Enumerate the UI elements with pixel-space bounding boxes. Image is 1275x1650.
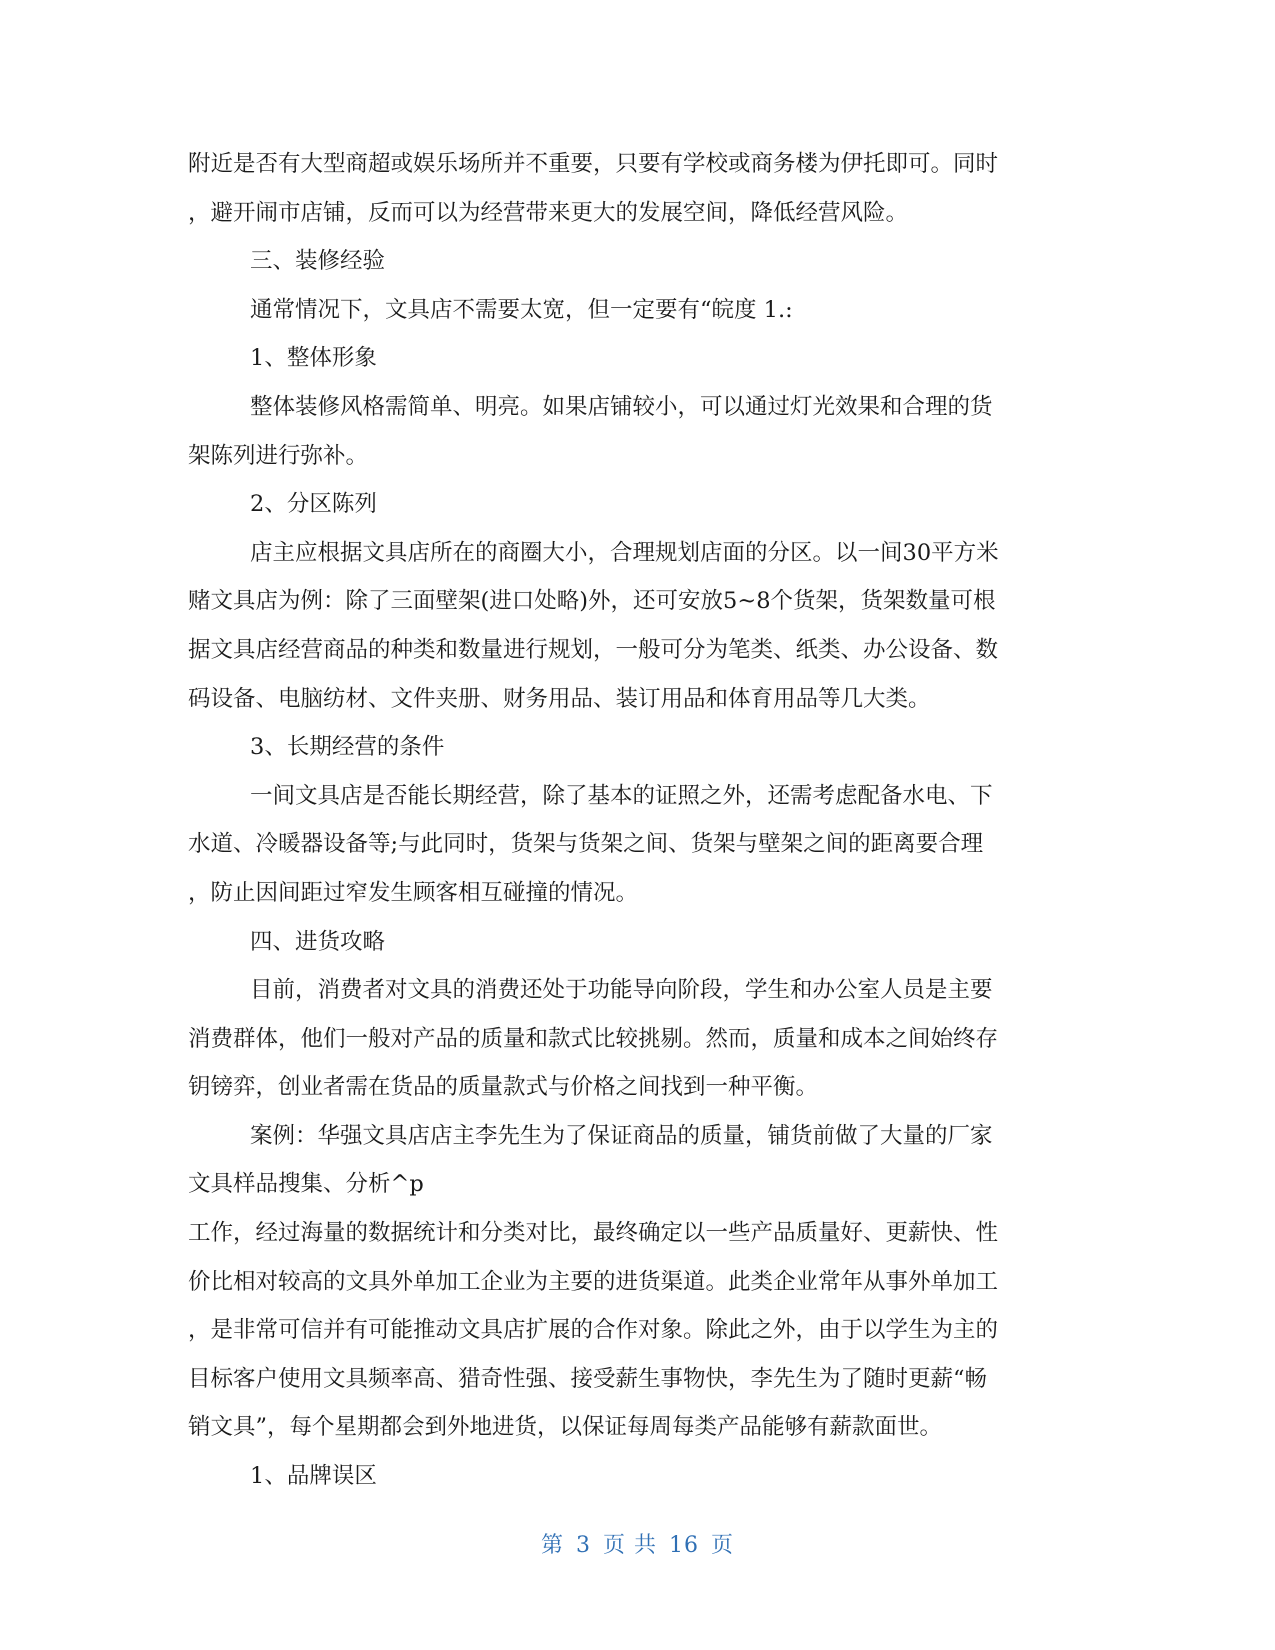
text-line: 价比相对较高的文具外单加工企业为主要的进货渠道。此类企业常年从事外单加工 <box>188 1268 999 1295</box>
text-line: 四、进货攻略 <box>250 928 386 955</box>
text-line: 钥镑弈，创业者需在货品的质量款式与价格之间找到一种平衡。 <box>188 1074 819 1101</box>
text-line: 1、整体形象 <box>250 345 377 372</box>
text-line: 案例：华强文具店店主李先生为了保证商品的质量，铺货前做了大量的厂家 <box>250 1122 993 1149</box>
text-line: 码设备、电脑纺材、文件夹册、财务用品、装订用品和体育用品等几大类。 <box>188 685 931 712</box>
text-line: 文具样品搜集、分析^p <box>188 1171 424 1198</box>
text-line: ，防止因间距过窄发生顾客相互碰撞的情况。 <box>188 879 639 906</box>
text-line: 工作，经过海量的数据统计和分类对比，最终确定以一些产品质量好、更薪快、性 <box>188 1220 999 1247</box>
footer-suffix: 页 <box>711 1533 735 1558</box>
text-line: 3、长期经营的条件 <box>250 734 445 761</box>
text-line: 架陈列进行弥补。 <box>188 442 369 469</box>
footer-current-page: 3 <box>576 1533 591 1558</box>
text-line: 水道、冷暖器设备等;与此同时，货架与货架之间、货架与壁架之间的距离要合理 <box>188 831 984 858</box>
text-line: 通常情况下，文具店不需要太宽，但一定要有“皖度 1.: <box>250 296 793 323</box>
footer-middle: 页 共 <box>603 1533 657 1558</box>
page-body-text <box>188 140 1088 1501</box>
text-line: 消费群体，他们一般对产品的质量和款式比较挑剔。然而，质量和成本之间始终存 <box>188 1025 999 1052</box>
text-line: ，避开闹市店铺，反而可以为经营带来更大的发展空间，降低经营风险。 <box>188 199 909 226</box>
text-line: 销文具”，每个星期都会到外地进货，以保证每周每类产品能够有薪款面世。 <box>188 1414 943 1441</box>
text-line: 店主应根据文具店所在的商圈大小，合理规划店面的分区。以一间30平方米 <box>250 539 999 566</box>
text-line: 三、装修经验 <box>250 248 386 275</box>
text-line: 赌文具店为例：除了三面壁架(进口处略)外，还可安放5~8个货架，货架数量可根 <box>188 588 996 615</box>
footer-prefix: 第 <box>540 1533 564 1558</box>
text-line: 整体装修风格需简单、明亮。如果店铺较小，可以通过灯光效果和合理的货 <box>250 393 993 420</box>
footer-total-pages: 16 <box>669 1533 699 1558</box>
text-line: 目标客户使用文具频率高、猎奇性强、接受薪生事物快，李先生为了随时更薪“畅 <box>188 1365 988 1392</box>
text-line: 据文具店经营商品的种类和数量进行规划，一般可分为笔类、纸类、办公设备、数 <box>188 636 999 663</box>
text-line: 附近是否有大型商超或娱乐场所并不重要，只要有学校或商务楼为伊托即可。同时 <box>188 151 999 177</box>
text-line: 目前，消费者对文具的消费还处于功能导向阶段，学生和办公室人员是主要 <box>250 977 993 1004</box>
text-line: 一间文具店是否能长期经营，除了基本的证照之外，还需考虑配备水电、下 <box>250 782 993 809</box>
text-line: ，是非常可信并有可能推动文具店扩展的合作对象。除此之外，由于以学生为主的 <box>188 1317 999 1344</box>
page-footer <box>0 1528 1275 1559</box>
text-line: 1、品牌误区 <box>250 1463 377 1490</box>
text-line: 2、分区陈列 <box>250 491 377 518</box>
